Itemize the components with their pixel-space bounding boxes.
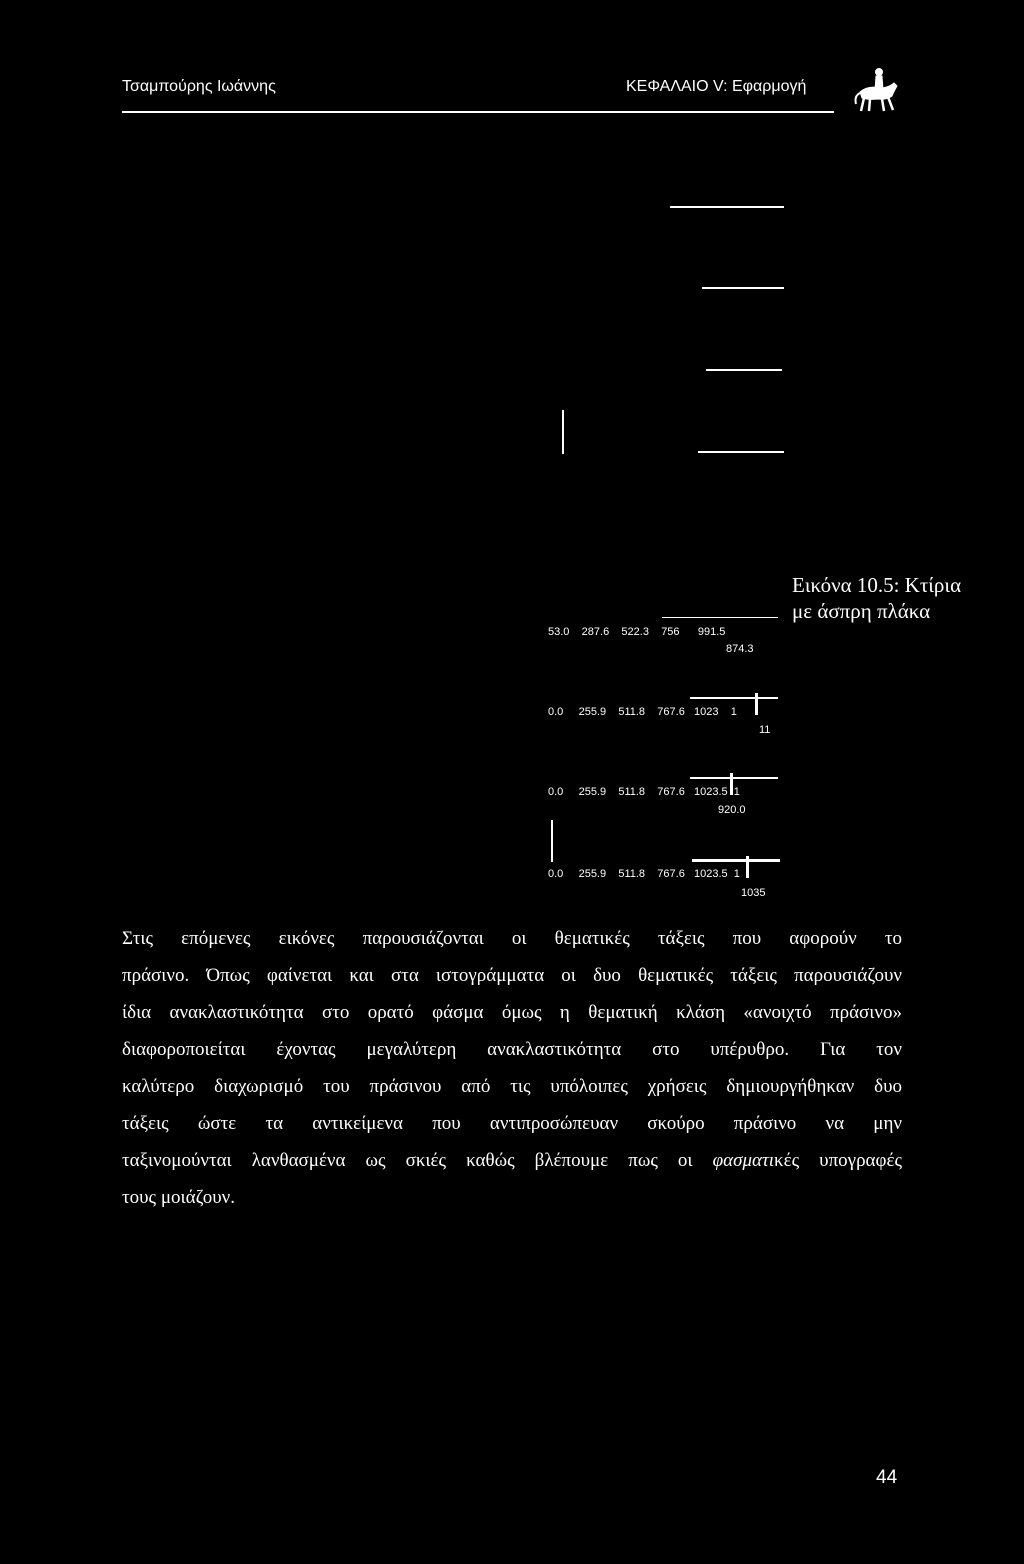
- header-rule: [122, 111, 834, 113]
- axis-sub-label: 11: [759, 724, 771, 736]
- text-line: τους μοιάζουν.: [122, 1187, 235, 1208]
- axis-sub-label: 874.3: [726, 643, 754, 655]
- tick-label: 0.0: [548, 706, 564, 718]
- tick-label: 511.8: [618, 868, 646, 880]
- histogram-marker: [551, 820, 553, 862]
- tick-label: 1023.5: [694, 786, 728, 798]
- text-line: πράσινο. Όπως φαίνεται και στα ιστογράμματα οι δυο θεματικές τάξεις παρουσιάζουν: [122, 965, 902, 986]
- text-line: τάξεις ώστε τα αντικείμενα που αντιπροσώπευαν σκούρο πράσινο να μην: [122, 1113, 902, 1134]
- tick-label: 511.8: [618, 786, 646, 798]
- tick-label: 255.9: [578, 706, 607, 718]
- text-line: [122, 1142, 902, 1179]
- axis-line: [690, 697, 778, 699]
- axis-sub-label: 1035: [741, 887, 766, 899]
- tick-label: 767.6: [657, 706, 685, 718]
- text-line: Στις επόμενες εικόνες παρουσιάζονται οι θεματικές τάξεις που αφορούν το: [122, 928, 902, 949]
- axis-ticks: [548, 626, 725, 638]
- page-number: 44: [876, 1467, 898, 1488]
- header-chapter: ΚΕΦΑΛΑΙΟ V: Εφαρμογή: [626, 78, 807, 95]
- caption-line: Εικόνα 10.5: Κτίρια: [792, 573, 962, 597]
- horse-rider-icon: [850, 66, 902, 114]
- axis-ticks: [548, 706, 737, 718]
- tick-label: 1: [733, 786, 740, 798]
- axis-sub-label: 920.0: [718, 804, 746, 816]
- text-line: ίδια ανακλαστικότητα στο ορατό φάσμα όμως η θεματική κλάση «ανοιχτό πράσινο»: [122, 1002, 902, 1023]
- tick-label: 0.0: [548, 786, 564, 798]
- tick-label: 1: [733, 868, 740, 880]
- axis-ticks: [548, 868, 740, 880]
- tick-label: 511.8: [618, 706, 646, 718]
- axis-line: [662, 617, 778, 618]
- axis-ticks: [548, 786, 740, 798]
- header-author: Τσαμπούρης Ιωάννης: [122, 78, 276, 95]
- tick-label: 255.9: [578, 868, 607, 880]
- italic-span: φασματι: [712, 1150, 775, 1171]
- tick-label: 1023: [694, 706, 719, 718]
- tick-label: 767.6: [657, 786, 685, 798]
- text-span: ταξινομούνται λανθασμένα ως σκιές καθώς βλέπουμε πως οι: [122, 1150, 713, 1171]
- histogram-bar: [702, 287, 784, 289]
- body-paragraph: [122, 920, 902, 1216]
- tick-label: 1023.5: [694, 868, 728, 880]
- tick-label: 756: [661, 626, 680, 638]
- histogram-marker: [562, 410, 564, 454]
- tick-label: 255.9: [578, 786, 607, 798]
- tick-label: 53.0: [548, 626, 570, 638]
- axis-marker: [755, 693, 758, 715]
- tick-label: 767.6: [657, 868, 685, 880]
- text-span: κές υπογραφές: [774, 1150, 902, 1171]
- figure-caption: [792, 572, 961, 624]
- tick-label: 287.6: [581, 626, 610, 638]
- histogram-bar: [698, 451, 784, 453]
- text-line: διαφοροποιείται έχοντας μεγαλύτερη ανακλαστικότητα στο υπέρυθρο. Για τον: [122, 1039, 902, 1060]
- text-line: καλύτερο διαχωρισμό του πράσινου από τις υπόλοιπες χρήσεις δημιουργήθηκαν δυο: [122, 1076, 902, 1097]
- axis-line: [692, 859, 780, 862]
- axis-marker: [746, 856, 749, 878]
- tick-label: 0.0: [548, 868, 564, 880]
- tick-label: 522.3: [621, 626, 649, 638]
- tick-label: 1: [730, 706, 737, 718]
- tick-label: 991.5: [697, 626, 726, 638]
- histogram-bar: [670, 206, 784, 208]
- axis-line: [690, 777, 778, 779]
- caption-line: με άσπρη πλάκα: [792, 599, 931, 623]
- histogram-bar: [706, 369, 782, 371]
